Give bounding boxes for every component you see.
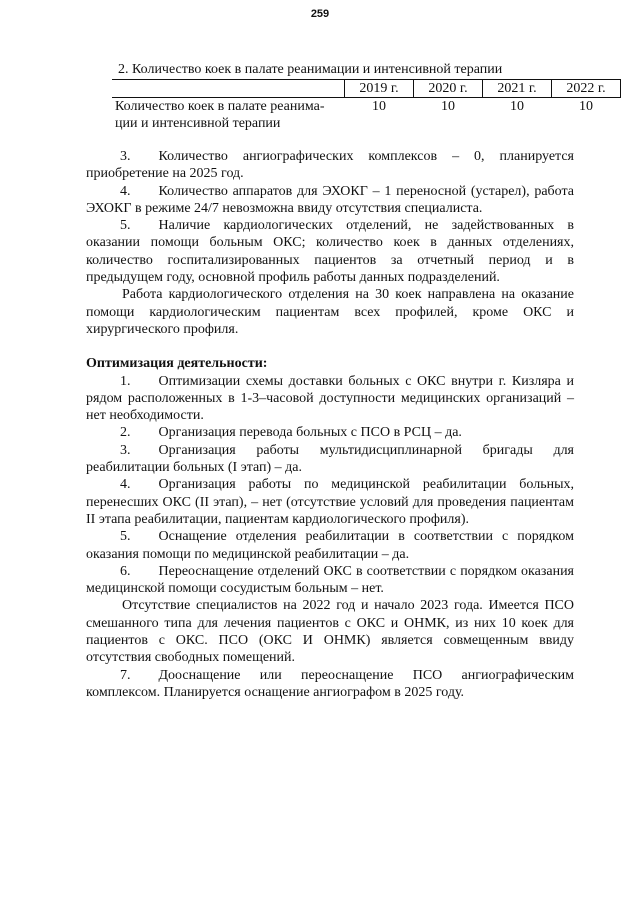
paragraph-item-5: 5. Наличие кардиологических отделений, не задействованных в оказании помощи больным ОКС; количество коек в данных отделениях, количество госпитализированных пациентов за отчетный период и в предыдущем году, основной профиль работы данных подразделений. (86, 218, 574, 286)
optimization-item-1: 1. Оптимизации схемы доставки больных с ОКС внутри г. Кизляра и рядом расположенных в 1-3–часовой доступности медицинских организаций – нет необходимости. (86, 373, 574, 424)
paragraph-cardiology-dept: Работа кардиологического отделения на 30 коек направлена на оказание помощи кардиологическим пациентам всех профилей, кроме ОКС и хирургического профиля. (86, 287, 574, 337)
optimization-item-2: 2. Организация перевода больных с ПСО в РСЦ – да. (120, 425, 462, 441)
paragraph-item-4: 4. Количество аппаратов для ЭХОКГ – 1 переносной (устарел), работа ЭХОКГ в режиме 24/7 невозможна ввиду отсутствия специалиста. (86, 183, 574, 216)
page-number: 259 (310, 8, 330, 20)
table-cell-2021: 10 (510, 99, 524, 114)
table-caption: 2. Количество коек в палате реанимации и интенсивной терапии (118, 62, 503, 77)
beds-table (112, 79, 621, 132)
document-body (86, 148, 574, 701)
optimization-item-7: 7. Дооснащение или переоснащение ПСО ангиографическим комплексом. Планируется оснащение ангиографом в 2025 году. (86, 667, 574, 700)
table-cell-2022: 10 (579, 99, 593, 114)
optimization-item-4: 4. Организация работы по медицинской реабилитации больных, перенесших ОКС (II этап), – нет (отсутствие условий для проведения пациентам II этапа реабилитации, пациентам кардиологического профиля). (86, 477, 574, 527)
table-row-label: Количество коек в палате реанима-ции и интенсивной терапии (115, 99, 325, 131)
table-header-2022: 2022 г. (552, 80, 621, 98)
table-header-2021: 2021 г. (483, 80, 552, 98)
optimization-item-6: 6. Переоснащение отделений ОКС в соответствии с порядком оказания медицинской помощи сосудистым больным – нет. (86, 563, 574, 597)
table-row (112, 98, 621, 133)
optimization-item-3: 3. Организация работы мультидисциплинарной бригады для реабилитации больных (I этап) – да. (86, 442, 574, 476)
table-cell-2020: 10 (441, 99, 455, 114)
table-header-2019: 2019 г. (345, 80, 414, 98)
optimization-item-5: 5. Оснащение отделения реабилитации в соответствии с порядком оказания помощи по медицинской реабилитации – да. (86, 529, 574, 562)
paragraph-staffing: Отсутствие специалистов на 2022 год и начало 2023 года. Имеется ПСО смешанного типа для лечения пациентов с ОКС и ОНМК, из них 10 коек для пациентов с ОКС. ПСО (ОКС И ОНМК) является совмещенным ввиду отсутствия свободных помещений. (86, 598, 574, 666)
table-header-blank (112, 80, 345, 98)
table-header-row (112, 80, 621, 98)
section-heading: Оптимизация деятельности: (86, 356, 268, 372)
table-cell-2019: 10 (372, 99, 386, 114)
paragraph-item-3: 3. Количество ангиографических комплексов – 0, планируется приобретение на 2025 год. (86, 149, 574, 182)
table-header-2020: 2020 г. (414, 80, 483, 98)
